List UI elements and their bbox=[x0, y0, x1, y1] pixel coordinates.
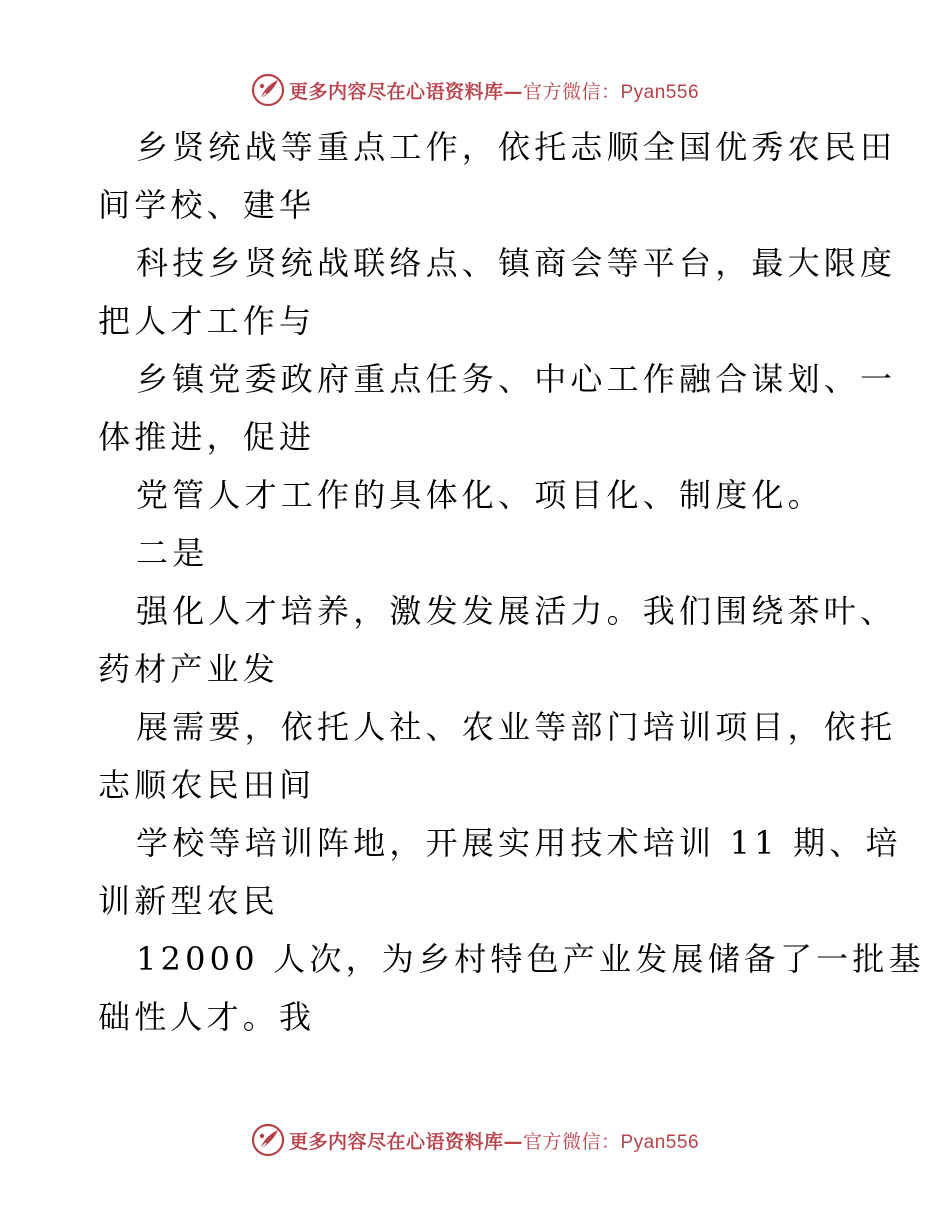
body-line: 础性人才。我 bbox=[98, 998, 316, 1036]
header-watermark bbox=[0, 70, 950, 110]
quill-logo-icon bbox=[251, 1123, 285, 1157]
quill-logo-icon bbox=[251, 73, 285, 107]
body-line: 二是 bbox=[136, 534, 209, 572]
body-line: 把人才工作与 bbox=[98, 302, 316, 340]
body-line: 展需要，依托人社、农业等部门培训项目，依托 bbox=[136, 708, 897, 746]
body-line: 志顺农民田间 bbox=[98, 766, 316, 804]
body-line: 间学校、建华 bbox=[98, 186, 316, 224]
document-body bbox=[98, 118, 925, 1046]
watermark-wechat-text: 官方微信：Pyan556 bbox=[523, 1131, 700, 1153]
watermark-dash: — bbox=[503, 80, 523, 103]
body-line: 训新型农民 bbox=[98, 882, 280, 920]
watermark-main-text: 更多内容尽在心语资料库 bbox=[288, 1130, 504, 1153]
body-line: 强化人才培养，激发发展活力。我们围绕茶叶、 bbox=[136, 592, 897, 630]
body-line: 乡镇党委政府重点任务、中心工作融合谋划、一 bbox=[136, 360, 897, 398]
body-line: 药材产业发 bbox=[98, 650, 280, 688]
watermark-main-text: 更多内容尽在心语资料库 bbox=[288, 80, 504, 103]
body-line: 科技乡贤统战联络点、镇商会等平台，最大限度 bbox=[136, 244, 897, 282]
watermark-dash: — bbox=[503, 1130, 523, 1153]
footer-watermark bbox=[0, 1120, 950, 1160]
body-line: 体推进，促进 bbox=[98, 418, 316, 456]
watermark-wechat-text: 官方微信：Pyan556 bbox=[523, 81, 700, 103]
body-line: 乡贤统战等重点工作，依托志顺全国优秀农民田 bbox=[136, 128, 897, 166]
body-line: 党管人才工作的具体化、项目化、制度化。 bbox=[136, 476, 824, 514]
body-line: 学校等培训阵地，开展实用技术培训 11 期、培 bbox=[136, 824, 902, 862]
body-line: 12000 人次，为乡村特色产业发展储备了一批基 bbox=[136, 940, 925, 978]
